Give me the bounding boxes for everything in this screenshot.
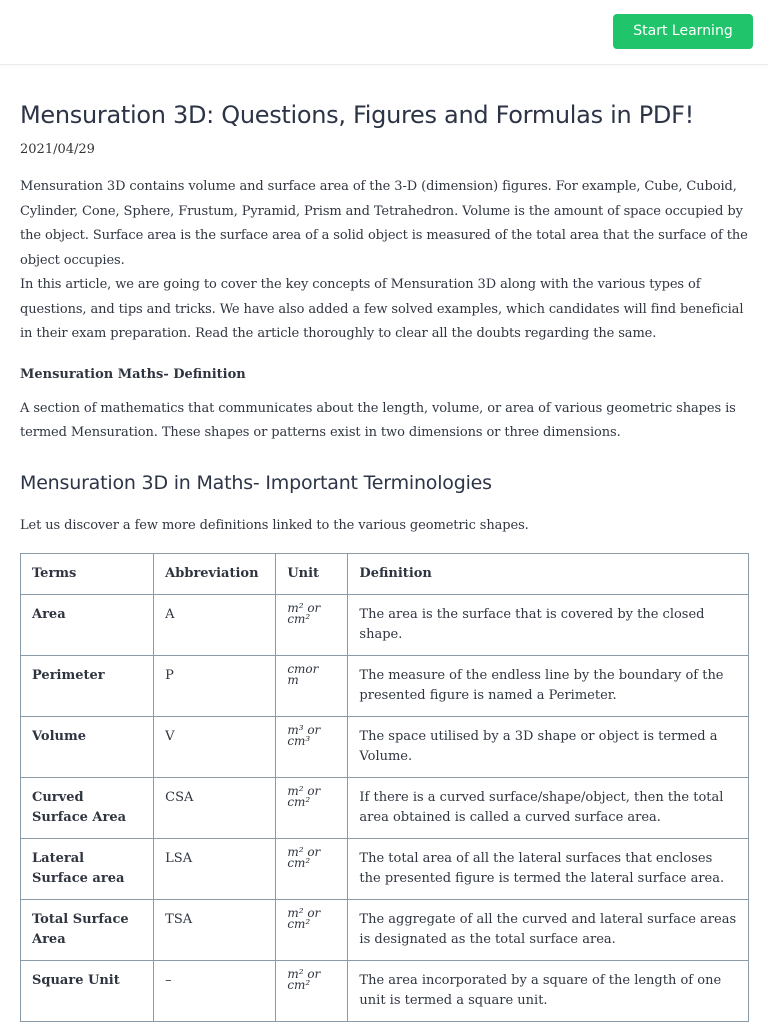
abbreviation-cell: LSA: [154, 839, 276, 900]
definition-cell: If there is a curved surface/shape/object, then the total area obtained is called a curved surface area.: [348, 778, 749, 839]
unit-line: cm²: [287, 978, 311, 992]
top-bar: [0, 0, 768, 65]
unit-line: cm²: [287, 856, 311, 870]
abbreviation-cell: A: [154, 595, 276, 656]
intro-paragraph: Mensuration 3D contains volume and surface area of the 3-D (dimension) figures. For example, Cube, Cuboid, Cylinder, Cone, Sphere, Frustum, Pyramid, Prism and Tetrahedron. Volume is the amount of space occupied by the object. Surface area is the surface area of a solid object is measured of the total area that the surface of the object occupies.: [20, 179, 748, 268]
table-row: [21, 717, 749, 778]
definition-cell: The aggregate of all the curved and lateral surface areas is designated as the total surface area.: [348, 900, 749, 961]
term-cell: Curved Surface Area: [21, 778, 154, 839]
definition-paragraph: A section of mathematics that communicates about the length, volume, or area of various geometric shapes is termed Mensuration. These shapes or patterns exist in two dimensions or three dimensions.: [20, 400, 736, 440]
abbreviation-cell: V: [154, 717, 276, 778]
section-intro: Let us discover a few more definitions linked to the various geometric shapes.: [20, 517, 529, 533]
section-heading: Mensuration 3D in Maths- Important Terminologies: [20, 471, 492, 494]
page-title: Mensuration 3D: Questions, Figures and Formulas in PDF!: [20, 101, 694, 129]
unit-cell: [276, 656, 348, 717]
unit-line: cm²: [287, 795, 311, 809]
unit-cell: [276, 595, 348, 656]
table-row: [21, 595, 749, 656]
abbreviation-cell: CSA: [154, 778, 276, 839]
header-terms: Terms: [21, 554, 154, 595]
header-unit: Unit: [276, 554, 348, 595]
term-cell: Total Surface Area: [21, 900, 154, 961]
publish-date: 2021/04/29: [20, 142, 95, 157]
definition-heading: Mensuration Maths- Definition: [20, 366, 246, 382]
unit-line: cm²: [287, 917, 311, 931]
term-cell: Area: [21, 595, 154, 656]
table-row: [21, 961, 749, 1022]
term-cell: Square Unit: [21, 961, 154, 1022]
table-row: [21, 900, 749, 961]
unit-cell: [276, 900, 348, 961]
term-cell: Lateral Surface area: [21, 839, 154, 900]
header-definition: Definition: [348, 554, 749, 595]
unit-line: cm²: [287, 612, 311, 626]
unit-line: m: [287, 673, 299, 687]
table-row: [21, 656, 749, 717]
table-header-row: [21, 554, 749, 595]
abbreviation-cell: TSA: [154, 900, 276, 961]
term-cell: Volume: [21, 717, 154, 778]
unit-line: m² or: [287, 967, 321, 981]
unit-cell: [276, 717, 348, 778]
article: [0, 101, 768, 1022]
abbreviation-cell: P: [154, 656, 276, 717]
definition-cell: The area is the surface that is covered by the closed shape.: [348, 595, 749, 656]
header-abbreviation: Abbreviation: [154, 554, 276, 595]
unit-line: m² or: [287, 784, 321, 798]
unit-line: cmor: [287, 662, 319, 676]
table-row: [21, 839, 749, 900]
unit-cell: [276, 961, 348, 1022]
unit-cell: [276, 778, 348, 839]
unit-line: cm³: [287, 734, 311, 748]
definition-cell: The measure of the endless line by the boundary of the presented figure is named a Perimeter.: [348, 656, 749, 717]
unit-cell: [276, 839, 348, 900]
term-cell: Perimeter: [21, 656, 154, 717]
unit-line: m³ or: [287, 723, 321, 737]
definition-cell: The space utilised by a 3D shape or object is termed a Volume.: [348, 717, 749, 778]
abbreviation-cell: –: [154, 961, 276, 1022]
unit-line: m² or: [287, 845, 321, 859]
unit-line: m² or: [287, 906, 321, 920]
definition-cell: The area incorporated by a square of the length of one unit is termed a square unit.: [348, 961, 749, 1022]
overview-paragraph: In this article, we are going to cover the key concepts of Mensuration 3D along with the various types of questions, and tips and tricks. We have also added a few solved examples, which candidates will find beneficial in their exam preparation. Read the article thoroughly to clear all the doubts regarding the same.: [20, 277, 744, 341]
table-row: [21, 778, 749, 839]
unit-line: m² or: [287, 601, 321, 615]
definition-cell: The total area of all the lateral surfaces that encloses the presented figure is termed the lateral surface area.: [348, 839, 749, 900]
terminology-table: [20, 553, 749, 1022]
start-learning-button[interactable]: Start Learning: [613, 14, 753, 49]
